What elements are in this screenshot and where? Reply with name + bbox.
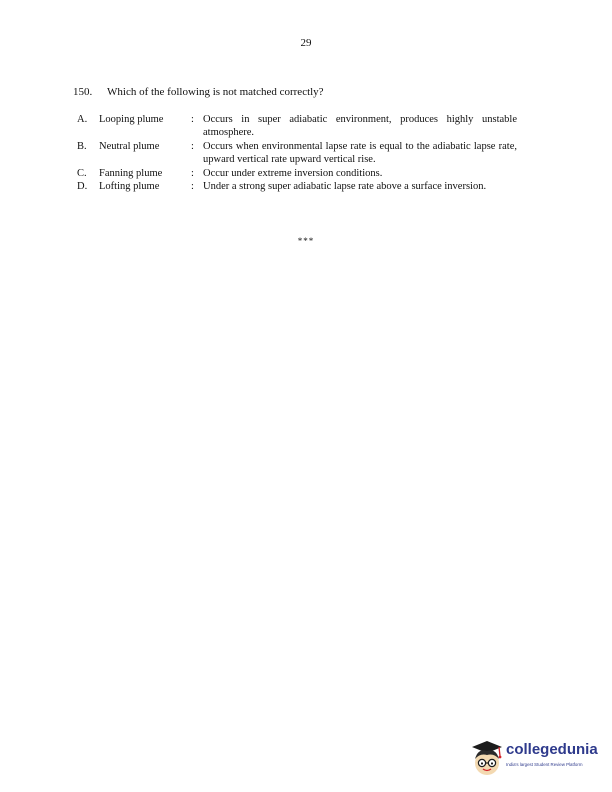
option-separator: :	[191, 114, 194, 125]
page-number: 29	[300, 37, 312, 49]
option-separator: :	[191, 141, 194, 152]
option-description: Occur under extreme inversion conditions.	[203, 168, 383, 179]
logo-wordmark: collegedunia	[506, 741, 598, 758]
section-separator: ***	[297, 236, 315, 246]
option-letter: C.	[77, 168, 87, 179]
option-row-c	[77, 166, 517, 181]
option-description: Under a strong super adiabatic lapse rate above a surface inversion.	[203, 180, 487, 192]
option-letter: D.	[77, 180, 88, 192]
option-separator: :	[191, 168, 194, 179]
question-header	[73, 86, 324, 98]
option-name: Lofting plume	[99, 180, 160, 192]
option-description: Occurs in super adiabatic environment, produces highly unstable atmosphere.	[203, 114, 517, 138]
options-table	[77, 114, 517, 193]
option-letter: A.	[77, 114, 88, 125]
question-text: Which of the following is not matched correctly?	[107, 86, 324, 98]
option-name: Fanning plume	[99, 168, 163, 179]
option-description: Occurs when environmental lapse rate is equal to the adiabatic lapse rate, upward vertical rate upward vertical rise.	[203, 141, 517, 165]
option-row-d	[77, 181, 517, 194]
graduate-mascot-icon	[466, 738, 506, 778]
option-letter: B.	[77, 141, 87, 152]
option-name: Neutral plume	[99, 141, 160, 152]
logo-tagline: India's largest Student Review Platform	[506, 762, 583, 767]
option-name: Looping plume	[99, 114, 164, 125]
option-separator: :	[191, 180, 194, 192]
collegedunia-logo	[466, 738, 604, 778]
option-row-b	[77, 139, 517, 166]
question-number: 150.	[73, 86, 93, 98]
option-row-a	[77, 114, 517, 139]
